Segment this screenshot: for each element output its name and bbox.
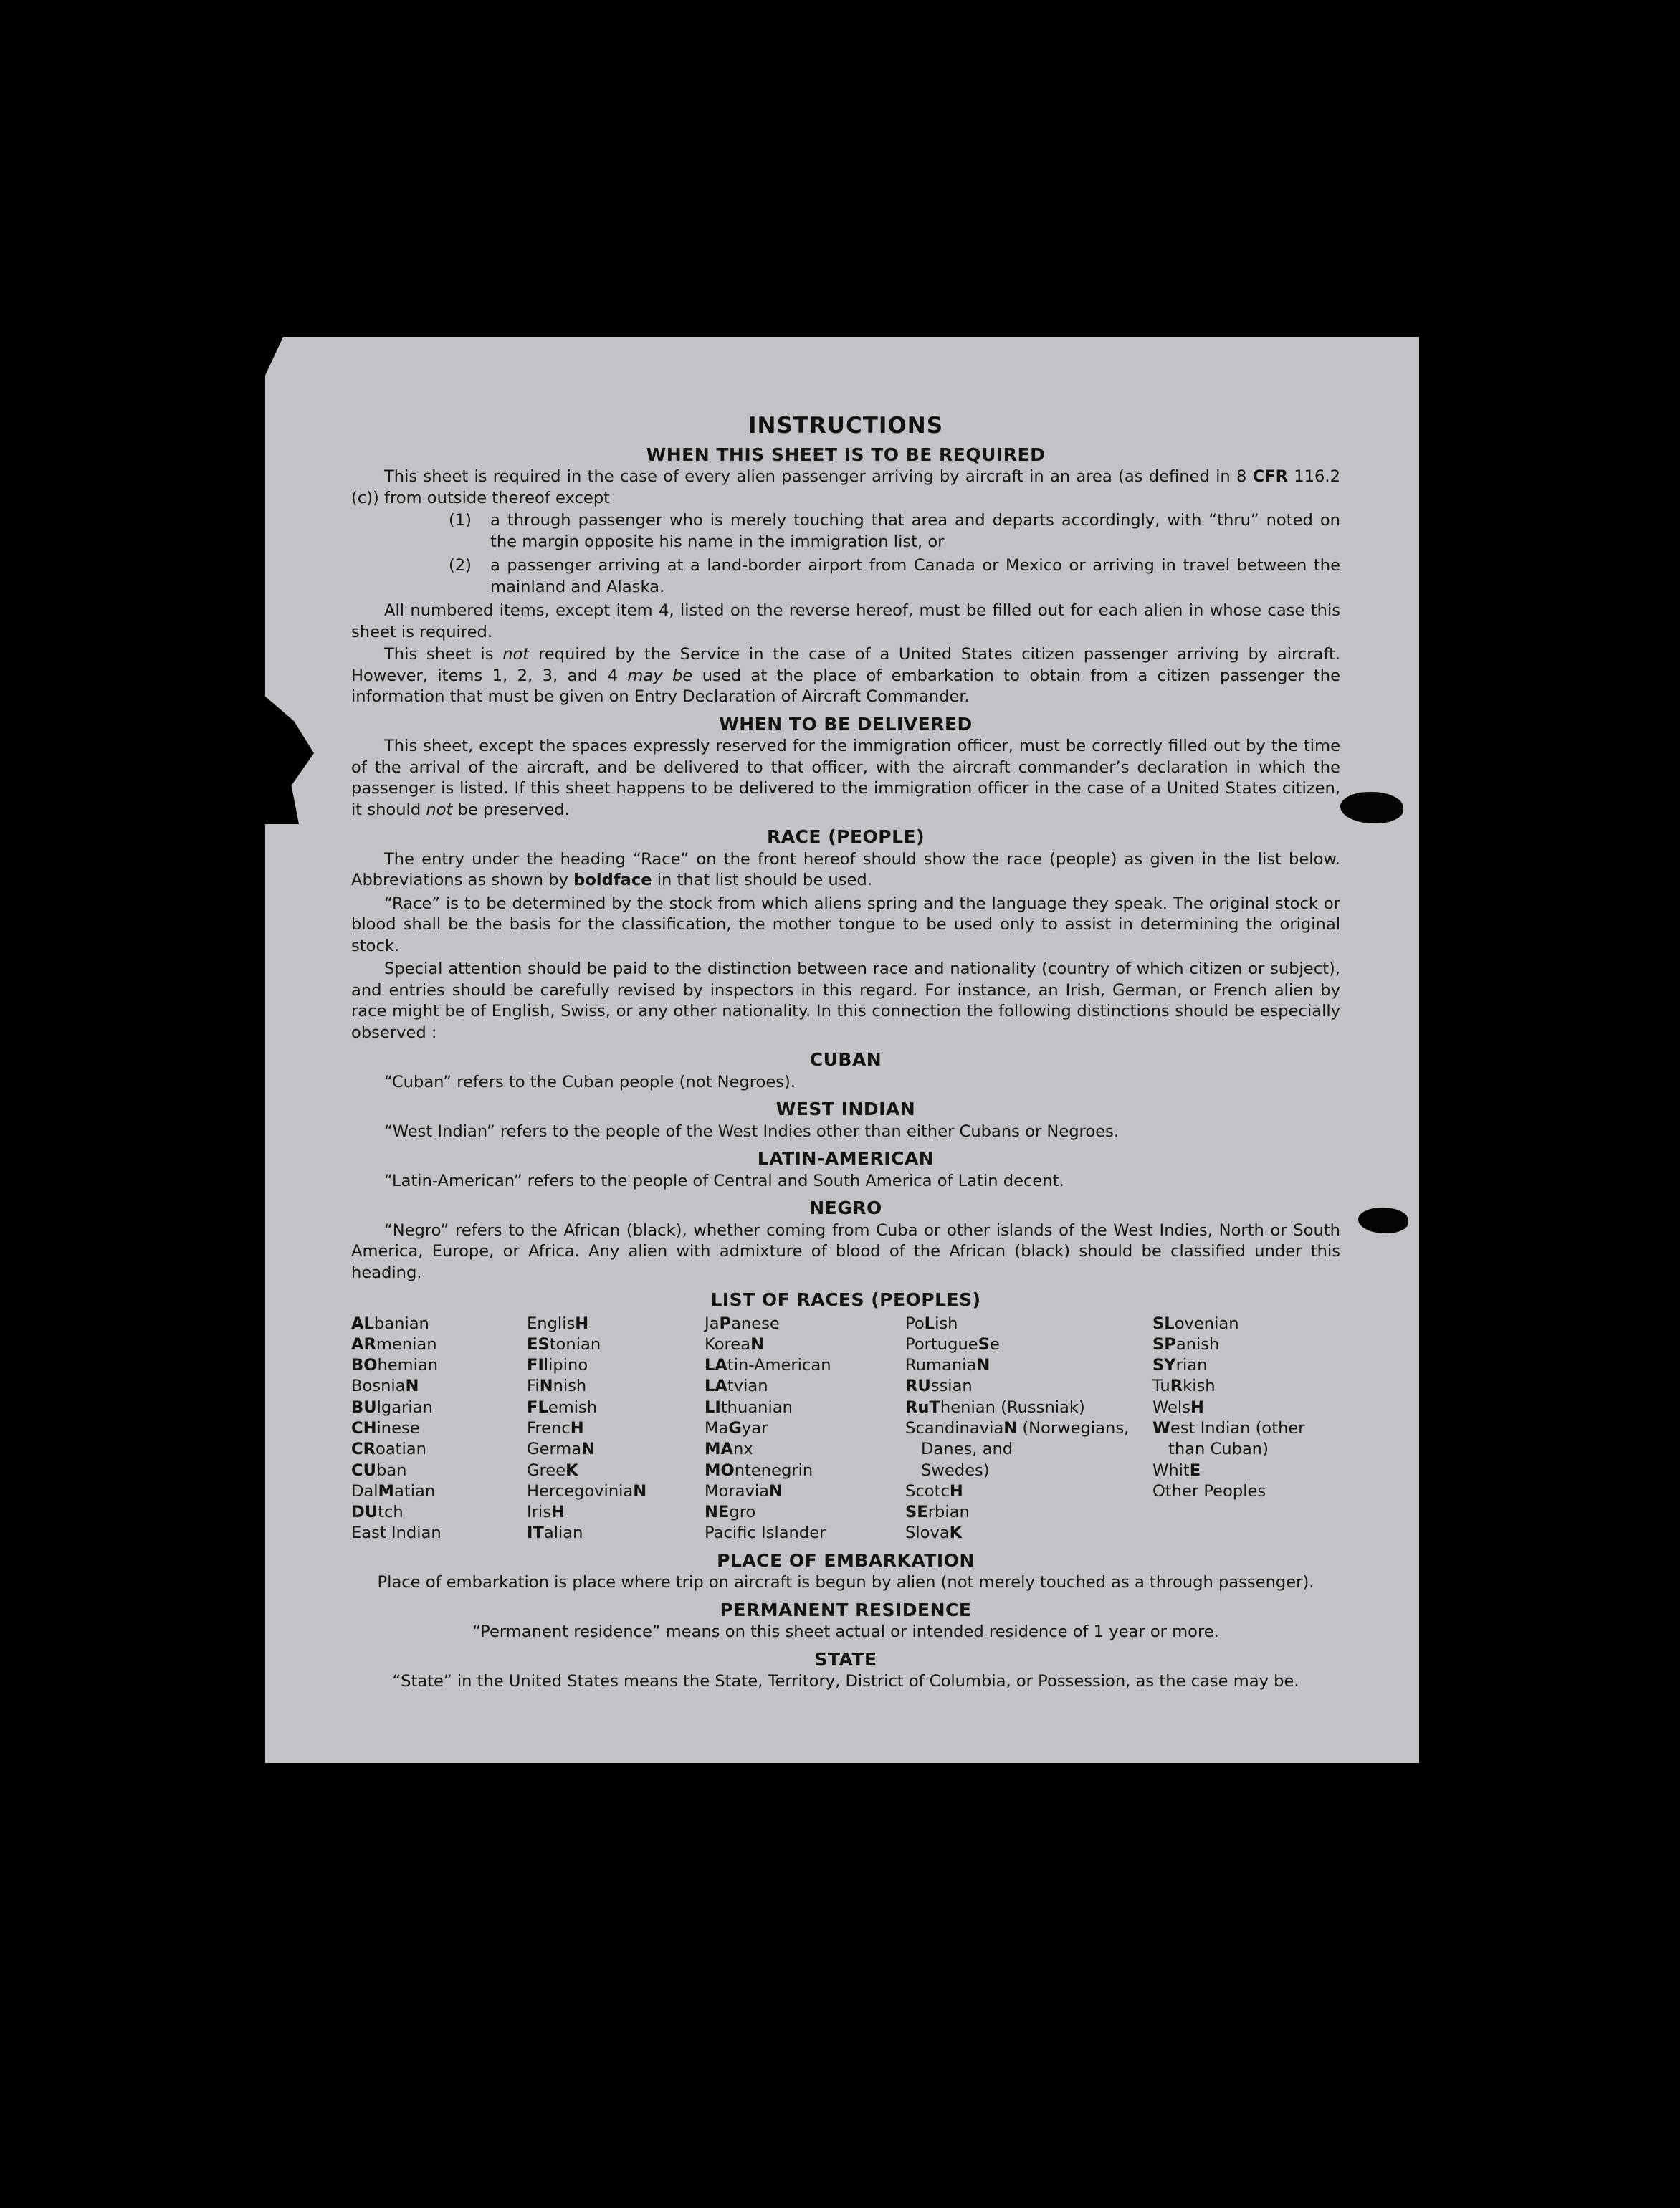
- race-item: West Indian (other: [1152, 1418, 1305, 1438]
- section-heading: WEST INDIAN: [775, 1099, 916, 1119]
- race-item: FLemish: [527, 1397, 598, 1417]
- race-item: RuThenian (Russniak): [905, 1397, 1085, 1417]
- section-heading: PLACE OF EMBARKATION: [717, 1549, 975, 1571]
- race-item: RumaniaN: [905, 1356, 991, 1375]
- section-heading: RACE (PEOPLE): [766, 826, 925, 847]
- race-item: BosniaN: [351, 1377, 419, 1396]
- race-item: JaPanese: [705, 1314, 780, 1333]
- race-item: LAtin-American: [705, 1356, 831, 1375]
- race-item: EnglisH: [527, 1314, 589, 1333]
- race-item: FIlipino: [527, 1356, 588, 1375]
- race-item: FiNnish: [527, 1377, 587, 1396]
- torn-corner: [264, 335, 284, 378]
- race-item: MaGyar: [705, 1418, 768, 1438]
- race-column: [705, 1314, 905, 1544]
- paragraph: “Latin-American” refers to the people of Central and South America of Latin decent.: [384, 1171, 1064, 1190]
- race-item: MoraviaN: [705, 1481, 783, 1501]
- ink-blot: [1358, 1208, 1408, 1233]
- list-item: (2) a passenger arriving at a land-border airport from Canada or Mexico or arriving in travel between the mainland and Alaska.: [448, 556, 1340, 596]
- paragraph: “Permanent residence” means on this sheet actual or intended residence of 1 year or more.: [472, 1622, 1219, 1642]
- race-item: ScandinaviaN (Norwegians,: [905, 1418, 1130, 1438]
- list-item: (1) a through passenger who is merely touching that area and departs accordingly, with “thru” noted on the margin opposite his name in the immigration list, or: [448, 511, 1340, 551]
- race-item: TuRkish: [1152, 1377, 1216, 1396]
- race-item: FrencH: [527, 1418, 584, 1438]
- race-column: [1152, 1314, 1339, 1544]
- document-sheet: [265, 337, 1419, 1763]
- race-item: KoreaN: [705, 1334, 764, 1354]
- race-item: LIthuanian: [705, 1397, 793, 1417]
- race-item: NEgro: [705, 1503, 756, 1522]
- race-column: [351, 1314, 527, 1544]
- race-item: ARmenian: [351, 1334, 437, 1354]
- race-item: MAnx: [705, 1440, 753, 1459]
- race-item: CRoatian: [351, 1440, 426, 1459]
- paragraph: This sheet is not required by the Service in the case of a United States citizen passenger arriving by aircraft. However, items 1, 2, 3, and 4 may be used at the place of embarkation to obtain from a citizen passenger the information that must be given on Entry Declaration of Aircraft Commander.: [351, 645, 1341, 706]
- ink-blot: [1340, 792, 1403, 823]
- section-heading: NEGRO: [809, 1198, 882, 1218]
- race-item: PortugueSe: [905, 1334, 1000, 1354]
- race-item: ScotcH: [905, 1481, 963, 1501]
- race-item: EStonian: [527, 1334, 601, 1354]
- race-item: LAtvian: [705, 1377, 768, 1396]
- race-item: WhitE: [1152, 1461, 1201, 1480]
- race-item: Pacific Islander: [705, 1524, 826, 1543]
- race-item: DUtch: [351, 1503, 404, 1522]
- paragraph: Special attention should be paid to the distinction between race and nationality (country of which citizen or subject), and entries should be carefully revised by inspectors in this regard. For instance, an Irish, German, or French alien by race might be of English, Swiss, or any other nationality. In this connection the following distinctions should be especially observed :: [351, 960, 1340, 1042]
- race-item: WelsH: [1152, 1397, 1204, 1417]
- race-item: MOntenegrin: [705, 1461, 813, 1480]
- race-item: Other Peoples: [1152, 1481, 1266, 1501]
- paragraph: The entry under the heading “Race” on the front hereof should show the race (people) as given in the list below. Abbreviations as shown by boldface in that list should be used.: [351, 849, 1340, 889]
- paragraph: “Cuban” refers to the Cuban people (not Negroes).: [384, 1072, 796, 1091]
- race-item: Danes, and: [921, 1440, 1013, 1459]
- race-item: ITalian: [527, 1524, 583, 1543]
- section-heading: WHEN TO BE DELIVERED: [719, 713, 973, 735]
- race-item: East Indian: [351, 1524, 442, 1543]
- race-item: GermaN: [527, 1440, 596, 1459]
- race-item: DalMatian: [351, 1481, 436, 1501]
- torn-notch: [264, 695, 314, 824]
- paragraph: This sheet is required in the case of every alien passenger arriving by aircraft in an area (as defined in 8 CFR 116.2 (c)) from outside thereof except: [351, 467, 1340, 507]
- paragraph: Place of embarkation is place where trip on aircraft is begun by alien (not merely touched as a through passenger).: [377, 1573, 1314, 1592]
- section-heading: LIST OF RACES (PEOPLES): [710, 1289, 981, 1310]
- race-item: SlovaK: [905, 1524, 963, 1543]
- paragraph: All numbered items, except item 4, listed on the reverse hereof, must be filled out for each alien in whose case this sheet is required.: [351, 601, 1340, 641]
- race-item: CHinese: [351, 1418, 420, 1438]
- race-item: CUban: [351, 1461, 407, 1480]
- race-item: SPanish: [1152, 1334, 1220, 1354]
- section-heading: STATE: [814, 1648, 877, 1670]
- race-item: ALbanian: [351, 1314, 429, 1333]
- race-list: [351, 1314, 1340, 1544]
- race-item: than Cuban): [1168, 1440, 1269, 1459]
- instructions-content: [351, 413, 1341, 1693]
- race-item: Swedes): [921, 1461, 990, 1480]
- race-item: IrisH: [527, 1503, 565, 1522]
- section-heading: WHEN THIS SHEET IS TO BE REQUIRED: [646, 444, 1046, 465]
- section-heading: LATIN-AMERICAN: [757, 1148, 935, 1169]
- race-item: BOhemian: [351, 1356, 439, 1375]
- race-item: SErbian: [905, 1503, 970, 1522]
- race-item: SLovenian: [1152, 1314, 1239, 1333]
- race-item: BUlgarian: [351, 1397, 433, 1417]
- page-title: INSTRUCTIONS: [748, 413, 944, 439]
- paragraph: This sheet, except the spaces expressly reserved for the immigration officer, must be correctly filled out by the time of the arrival of the aircraft, and be delivered to that officer, with the aircraft commander’s declaration in which the passenger is listed. If this sheet happens to be delivered to the immigration officer in the case of a United States citizen, it should not be preserved.: [351, 737, 1340, 819]
- section-heading: PERMANENT RESIDENCE: [720, 1599, 972, 1620]
- race-item: GreeK: [527, 1461, 578, 1480]
- race-column: [905, 1314, 1152, 1544]
- paragraph: “West Indian” refers to the people of the West Indies other than either Cubans or Negroes.: [384, 1122, 1120, 1141]
- section-heading: CUBAN: [809, 1049, 882, 1070]
- race-item: SYrian: [1152, 1356, 1208, 1375]
- race-item: RUssian: [905, 1377, 973, 1396]
- paragraph: “Race” is to be determined by the stock from which aliens spring and the language they speak. The original stock or blood shall be the basis for the classification, the mother tongue to be used only to assist in determining the original stock.: [351, 894, 1340, 955]
- paragraph: “State” in the United States means the State, Territory, District of Columbia, or Possession, as the case may be.: [392, 1672, 1299, 1691]
- race-column: [527, 1314, 705, 1544]
- paragraph: “Negro” refers to the African (black), whether coming from Cuba or other islands of the West Indies, North or South America, Europe, or Africa. Any alien with admixture of blood of the African (black) should be classified under this heading.: [351, 1220, 1340, 1282]
- race-item: PoLish: [905, 1314, 958, 1333]
- race-item: HercegoviniaN: [527, 1481, 647, 1501]
